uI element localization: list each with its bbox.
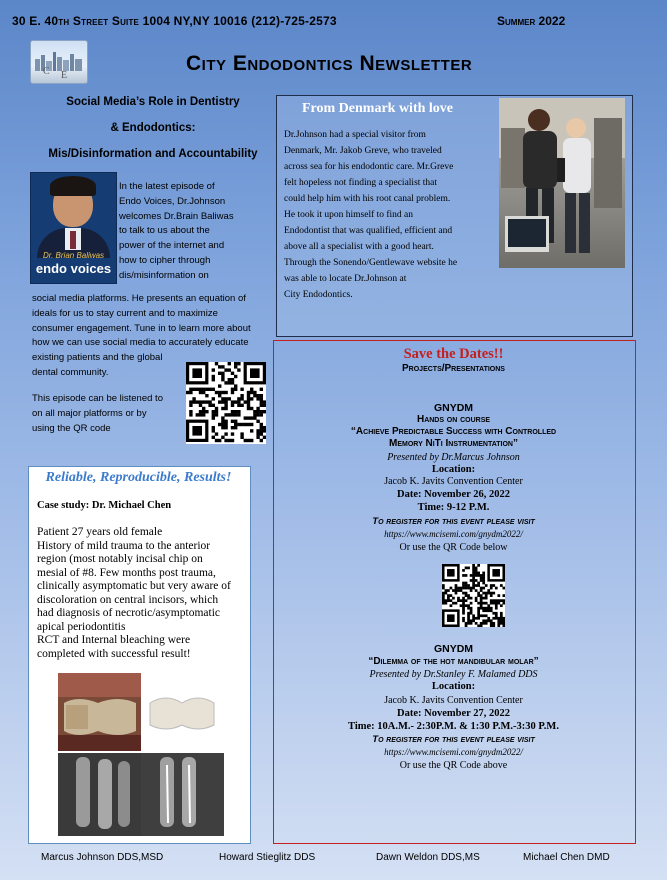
text-line: Through the Sonendo/Gentlewave website he [284,258,458,268]
text-line: was able to locate Dr.Johnson at [284,274,407,284]
text-line: above all a specialist with a good heart. [284,242,434,252]
social-wrap-text [119,180,269,284]
event1-register: To register for this event please visit [372,516,535,527]
event1-presenter: Presented by Dr.Marcus Johnson [387,452,520,463]
footer-doctor-3: Dawn Weldon DDS,MS [376,852,480,863]
social-heading-3: Mis/Disinformation and Accountability [48,148,258,160]
event2-time: Time: 10A.M.- 2:30P.M. & 1:30 P.M.-3:30 P.M. [348,721,559,732]
text-line: apical periodontitis [37,620,126,633]
text-line: felt hopeless not finding a specialist that [284,178,438,188]
text-line: mesial of #8. Few months post trauma, [37,566,216,579]
event1-title-line2: Memory NiTi Instrumentation” [389,438,518,449]
text-line: Denmark, Mr. Jakob Greve, who traveled [284,146,442,156]
case-heading: Case study: Dr. Michael Chen [37,500,172,511]
text-line: City Endodontics. [284,290,353,300]
event2-register: To register for this event please visit [372,734,535,745]
text-line: could help him with his root canal problem. [284,194,451,204]
portrait-caption-name: Dr. Brian Baliwas [42,251,105,260]
qr-code-podcast[interactable] [186,362,266,444]
event1-title-line1: “Achieve Predictable Success with Controlled [350,426,557,437]
event1-location-label: Location: [431,464,476,475]
social-heading-1: Social Media’s Role in Dentistry [66,96,240,108]
photo-illustration [499,98,625,268]
event2-location-label: Location: [431,681,476,692]
qr-code-gnydm[interactable] [442,564,505,627]
case-clinical-images [58,673,224,836]
event1-type: Hands on course [416,414,491,425]
text-line: ideals for us to stay current and to maximize [32,307,218,319]
case-banner: Reliable, Reproducible, Results! [45,470,232,485]
text-line: History of mild trauma to the anterior [37,539,211,552]
portrait-caption-brand: endo voices [35,261,112,276]
social-listen-text [32,392,182,436]
text-line: region (most notably incisal chip on [37,553,203,565]
newsletter-title: City Endodontics Newsletter [186,52,473,75]
text-line: to talk to us about the [119,225,210,237]
text-line: This episode can be listened to [32,393,163,404]
event1-qr-note: Or use the QR Code below [399,542,508,553]
portrait-hair [50,176,96,196]
text-line: dis/misinformation on [119,269,209,281]
text-line: In the latest episode of [119,181,215,192]
text-line: existing patients and the global [32,352,163,364]
text-line: Patient 27 years old female [37,526,163,538]
save-dates-subheading: Projects/Presentations [402,363,505,374]
event2-title: “Dilemma of the hot mandibular molar” [368,656,539,667]
text-line: clinically asymptomatic but very aware of [37,580,231,592]
text-line: Endodontist that was qualified, efficient and [284,226,453,236]
text-line: how we can use social media to accurately educate [32,337,249,349]
footer-doctor-2: Howard Stieglitz DDS [219,852,316,863]
text-line: discoloration on central incisors, which [37,593,219,606]
text-line: RCT and Internal bleaching were [37,634,191,646]
text-line: dental community. [32,366,109,378]
text-line: how to cipher through [119,254,211,266]
event2-qr-note: Or use the QR Code above [399,760,508,771]
practice-logo [30,40,88,84]
endo-voices-portrait [30,172,117,284]
practice-address: 30 E. 40th Street Suite 1004 NY,NY 10016 (212)-725-2573 [12,14,337,28]
event1-time: Time: 9-12 P.M. [417,502,490,513]
text-line: Endo Voices, Dr.Johnson [119,195,226,207]
text-line: power of the internet and [119,240,225,252]
event1-location: Jacob K. Javits Convention Center [384,476,523,487]
denmark-text [284,127,496,303]
text-line: had diagnosis of necrotic/asymptomatic [37,607,220,619]
text-line: Dr.Johnson had a special visitor from [284,130,426,140]
event1-date: Date: November 26, 2022 [397,489,510,500]
text-line: on all major platforms or by [32,407,147,419]
social-heading-2: & Endodontics: [110,122,196,134]
text-line: welcomes Dr.Brain Baliwas [119,210,234,222]
logo-letter-c: C [43,66,50,77]
logo-letter-e: E [61,70,68,81]
visitor-photo [499,98,625,268]
event2-date: Date: November 27, 2022 [397,708,510,719]
footer-doctor-4: Michael Chen DMD [523,852,610,863]
case-text [37,526,247,661]
denmark-heading: From Denmark with love [302,101,453,116]
text-line: consumer engagement. Tune in to learn more about [32,322,251,334]
issue-season: Summer 2022 [497,14,566,28]
text-line: completed with successful result! [37,647,191,660]
text-line: across sea for his endodontic care. Mr.Greve [284,162,454,172]
save-dates-heading: Save the Dates!! [403,346,504,362]
event2-org: GNYDM [433,643,474,655]
event1-org: GNYDM [433,402,474,414]
event1-url[interactable]: https://www.mcisemi.com/gnydm2022/ [384,529,523,539]
text-line: He took it upon himself to find an [284,210,414,220]
text-line: using the QR code [32,422,111,434]
portrait-tie [70,231,76,249]
event2-presenter: Presented by Dr.Stanley F. Malamed DDS [369,669,538,680]
skyline-graphic [33,51,85,71]
footer-doctor-1: Marcus Johnson DDS,MSD [41,852,164,863]
event2-url[interactable]: https://www.mcisemi.com/gnydm2022/ [384,747,523,757]
event2-location: Jacob K. Javits Convention Center [384,695,523,706]
text-line: social media platforms. He presents an equation of [32,293,246,304]
